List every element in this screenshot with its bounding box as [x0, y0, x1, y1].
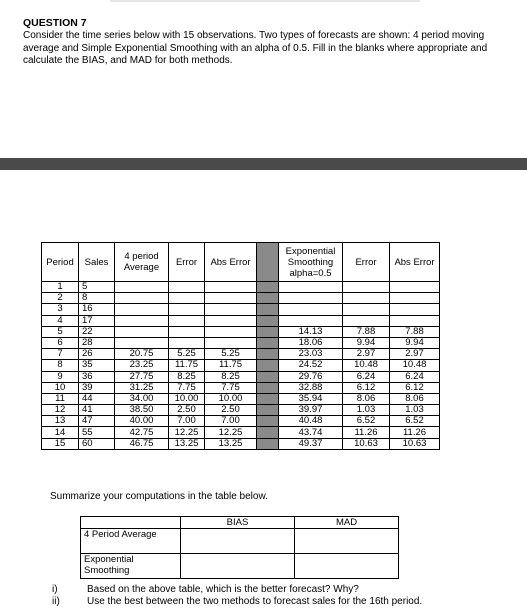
- separator-column: [257, 243, 279, 282]
- cell-error-ma: 8.25: [169, 371, 205, 382]
- separator-cell: [257, 326, 279, 337]
- cell-abs-error-es: 7.88: [390, 326, 440, 337]
- question-i-text: Based on the above table, which is the better forecast? Why?: [87, 584, 359, 595]
- cell-period: 6: [42, 337, 79, 348]
- table-row: [42, 349, 440, 360]
- cell-abs-error-es: 8.06: [390, 393, 440, 404]
- cell-period: 14: [42, 427, 79, 438]
- cell-abs-error-es: 1.03: [390, 405, 440, 416]
- cell-moving-average: [115, 337, 169, 348]
- separator-cell: [257, 337, 279, 348]
- cell-abs-error-ma: 2.50: [205, 405, 257, 416]
- cell-error-es: 6.12: [343, 382, 390, 393]
- summary-mad-es-cell: [295, 554, 399, 579]
- table-row: [42, 360, 440, 371]
- cell-sales: 16: [79, 304, 115, 315]
- cell-moving-average: [115, 282, 169, 293]
- table-row: [42, 326, 440, 337]
- top-rule: [110, 0, 420, 2]
- cell-exp-smoothing: 32.88: [279, 382, 343, 393]
- cell-error-ma: [169, 293, 205, 304]
- cell-period: 2: [42, 293, 79, 304]
- cell-exp-smoothing: 23.03: [279, 349, 343, 360]
- cell-period: 4: [42, 315, 79, 326]
- summary-row-label-ma: 4 Period Average: [81, 529, 181, 554]
- cell-exp-smoothing: 43.74: [279, 427, 343, 438]
- table-row: [42, 427, 440, 438]
- cell-moving-average: 31.25: [115, 382, 169, 393]
- cell-period: 10: [42, 382, 79, 393]
- cell-abs-error-ma: [205, 282, 257, 293]
- cell-exp-smoothing: 35.94: [279, 393, 343, 404]
- cell-moving-average: 40.00: [115, 416, 169, 427]
- cell-abs-error-ma: 7.00: [205, 416, 257, 427]
- cell-abs-error-es: [390, 293, 440, 304]
- cell-moving-average: 20.75: [115, 349, 169, 360]
- cell-error-ma: 7.75: [169, 382, 205, 393]
- cell-abs-error-ma: [205, 315, 257, 326]
- table-row: [42, 293, 440, 304]
- cell-error-ma: 10.00: [169, 393, 205, 404]
- table-row: [42, 438, 440, 449]
- separator-cell: [257, 393, 279, 404]
- cell-abs-error-es: 10.48: [390, 360, 440, 371]
- cell-error-ma: [169, 304, 205, 315]
- question-ii-marker: ii): [52, 596, 60, 607]
- separator-cell: [257, 416, 279, 427]
- cell-exp-smoothing: 40.48: [279, 416, 343, 427]
- summary-bias-es-cell: [181, 554, 295, 579]
- cell-exp-smoothing: [279, 282, 343, 293]
- cell-period: 15: [42, 438, 79, 449]
- cell-error-es: 6.24: [343, 371, 390, 382]
- cell-abs-error-ma: 8.25: [205, 371, 257, 382]
- cell-period: 5: [42, 326, 79, 337]
- cell-error-es: [343, 293, 390, 304]
- cell-error-es: 10.63: [343, 438, 390, 449]
- cell-exp-smoothing: 18.06: [279, 337, 343, 348]
- summary-bias-ma-cell: [181, 529, 295, 554]
- separator-cell: [257, 304, 279, 315]
- question-ii-text: Use the best between the two methods to forecast sales for the 16th period.: [87, 596, 423, 607]
- separator-cell: [257, 360, 279, 371]
- summary-table: [80, 516, 399, 579]
- table-row: [42, 304, 440, 315]
- cell-sales: 55: [79, 427, 115, 438]
- cell-sales: 41: [79, 405, 115, 416]
- cell-error-es: 11.26: [343, 427, 390, 438]
- cell-abs-error-es: [390, 304, 440, 315]
- cell-period: 12: [42, 405, 79, 416]
- cell-abs-error-ma: 10.00: [205, 393, 257, 404]
- cell-sales: 22: [79, 326, 115, 337]
- cell-moving-average: 38.50: [115, 405, 169, 416]
- header-error-ma: Error: [169, 243, 205, 282]
- table-row: [42, 416, 440, 427]
- cell-period: 8: [42, 360, 79, 371]
- cell-abs-error-es: 2.97: [390, 349, 440, 360]
- cell-error-es: 9.94: [343, 337, 390, 348]
- cell-error-es: [343, 304, 390, 315]
- cell-error-es: 6.52: [343, 416, 390, 427]
- question-title: QUESTION 7: [23, 17, 87, 29]
- cell-error-es: 2.97: [343, 349, 390, 360]
- cell-error-ma: [169, 315, 205, 326]
- cell-error-ma: 2.50: [169, 405, 205, 416]
- cell-error-ma: 13.25: [169, 438, 205, 449]
- summary-instruction: Summarize your computations in the table below.: [50, 491, 268, 502]
- cell-abs-error-es: 10.63: [390, 438, 440, 449]
- header-sales: Sales: [79, 243, 115, 282]
- cell-moving-average: 27.75: [115, 371, 169, 382]
- cell-sales: 35: [79, 360, 115, 371]
- cell-moving-average: 42.75: [115, 427, 169, 438]
- cell-error-ma: [169, 282, 205, 293]
- cell-abs-error-es: [390, 315, 440, 326]
- cell-moving-average: [115, 304, 169, 315]
- cell-moving-average: 46.75: [115, 438, 169, 449]
- cell-abs-error-ma: 5.25: [205, 349, 257, 360]
- cell-exp-smoothing: 14.13: [279, 326, 343, 337]
- cell-abs-error-es: 11.26: [390, 427, 440, 438]
- cell-abs-error-es: 6.12: [390, 382, 440, 393]
- cell-exp-smoothing: 49.37: [279, 438, 343, 449]
- table-row: [42, 371, 440, 382]
- separator-cell: [257, 427, 279, 438]
- cell-exp-smoothing: [279, 304, 343, 315]
- header-abs-error-es: Abs Error: [390, 243, 440, 282]
- table-row: [42, 382, 440, 393]
- separator-cell: [257, 293, 279, 304]
- cell-exp-smoothing: 24.52: [279, 360, 343, 371]
- table-row: [42, 405, 440, 416]
- header-exponential-smoothing: Exponential Smoothing alpha=0.5: [279, 243, 343, 282]
- header-abs-error-ma: Abs Error: [205, 243, 257, 282]
- cell-error-es: 10.48: [343, 360, 390, 371]
- separator-cell: [257, 349, 279, 360]
- cell-error-es: [343, 282, 390, 293]
- cell-sales: 39: [79, 382, 115, 393]
- separator-cell: [257, 438, 279, 449]
- cell-period: 1: [42, 282, 79, 293]
- cell-exp-smoothing: [279, 315, 343, 326]
- cell-sales: 5: [79, 282, 115, 293]
- cell-error-ma: 11.75: [169, 360, 205, 371]
- header-error-es: Error: [343, 243, 390, 282]
- cell-abs-error-es: 6.24: [390, 371, 440, 382]
- cell-sales: 28: [79, 337, 115, 348]
- cell-moving-average: 23.25: [115, 360, 169, 371]
- summary-row-label-es: Exponential Smoothing: [81, 554, 181, 579]
- cell-period: 13: [42, 416, 79, 427]
- section-divider: [0, 158, 527, 170]
- table-row: [42, 393, 440, 404]
- table-row: [42, 282, 440, 293]
- forecast-table-header: [42, 243, 440, 282]
- cell-error-es: [343, 315, 390, 326]
- separator-cell: [257, 382, 279, 393]
- cell-exp-smoothing: [279, 293, 343, 304]
- question-text: Consider the time series below with 15 observations. Two types of forecasts are shown: 4 period moving average and Simple Exponential Smoothing with an alpha of 0.5. Fill in the blanks where appropriate and calculate the BIAS, and MAD for both methods.: [23, 30, 488, 66]
- forecast-table: [41, 242, 440, 450]
- cell-abs-error-ma: 11.75: [205, 360, 257, 371]
- cell-sales: 44: [79, 393, 115, 404]
- cell-error-ma: 12.25: [169, 427, 205, 438]
- cell-moving-average: [115, 326, 169, 337]
- summary-header-bias: BIAS: [181, 517, 295, 529]
- header-period: Period: [42, 243, 79, 282]
- cell-abs-error-ma: 13.25: [205, 438, 257, 449]
- cell-sales: 47: [79, 416, 115, 427]
- separator-cell: [257, 371, 279, 382]
- cell-error-es: 8.06: [343, 393, 390, 404]
- separator-cell: [257, 282, 279, 293]
- cell-abs-error-ma: [205, 337, 257, 348]
- cell-sales: 60: [79, 438, 115, 449]
- cell-moving-average: [115, 293, 169, 304]
- cell-abs-error-es: [390, 282, 440, 293]
- cell-sales: 26: [79, 349, 115, 360]
- cell-sales: 36: [79, 371, 115, 382]
- cell-sales: 17: [79, 315, 115, 326]
- summary-mad-ma-cell: [295, 529, 399, 554]
- cell-abs-error-ma: [205, 304, 257, 315]
- cell-abs-error-es: 9.94: [390, 337, 440, 348]
- cell-period: 7: [42, 349, 79, 360]
- cell-error-ma: 5.25: [169, 349, 205, 360]
- cell-error-ma: 7.00: [169, 416, 205, 427]
- cell-moving-average: [115, 315, 169, 326]
- cell-abs-error-ma: 7.75: [205, 382, 257, 393]
- cell-period: 3: [42, 304, 79, 315]
- separator-cell: [257, 405, 279, 416]
- header-moving-average: 4 period Average: [115, 243, 169, 282]
- question-i-marker: i): [52, 584, 58, 595]
- cell-period: 9: [42, 371, 79, 382]
- cell-error-es: 7.88: [343, 326, 390, 337]
- cell-abs-error-ma: [205, 326, 257, 337]
- cell-moving-average: 34.00: [115, 393, 169, 404]
- cell-abs-error-es: 6.52: [390, 416, 440, 427]
- cell-error-ma: [169, 337, 205, 348]
- separator-cell: [257, 315, 279, 326]
- cell-abs-error-ma: 12.25: [205, 427, 257, 438]
- summary-header-mad: MAD: [295, 517, 399, 529]
- cell-error-ma: [169, 326, 205, 337]
- cell-abs-error-ma: [205, 293, 257, 304]
- cell-period: 11: [42, 393, 79, 404]
- cell-error-es: 1.03: [343, 405, 390, 416]
- table-row: [42, 337, 440, 348]
- cell-exp-smoothing: 29.76: [279, 371, 343, 382]
- table-row: [42, 315, 440, 326]
- cell-sales: 8: [79, 293, 115, 304]
- cell-exp-smoothing: 39.97: [279, 405, 343, 416]
- summary-corner: [81, 517, 181, 529]
